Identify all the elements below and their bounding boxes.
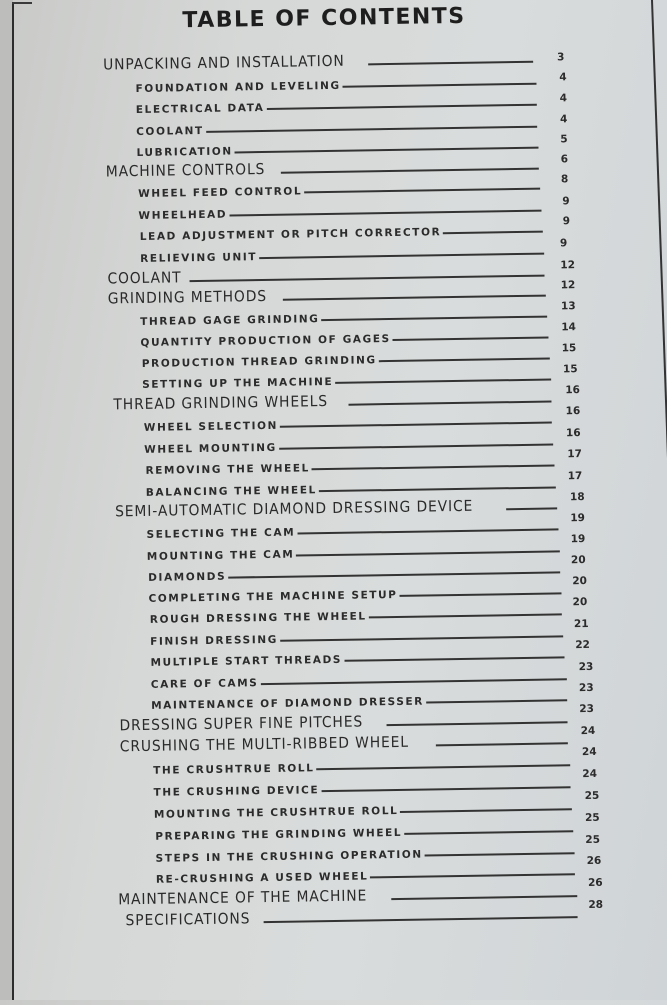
page-number: 23: [579, 702, 595, 716]
leader-line: [426, 698, 567, 703]
leader-line: [266, 103, 536, 110]
leader-line: [316, 763, 570, 770]
leader-line: [386, 720, 567, 726]
page-number: 12: [560, 259, 576, 272]
leader-line: [404, 829, 573, 835]
page-number: 15: [562, 363, 578, 376]
page-number: 19: [570, 511, 586, 525]
subsection-heading: RELIEVING UNIT: [140, 251, 258, 265]
leader-line: [368, 60, 533, 66]
page-number: 4: [559, 92, 568, 105]
leader-line: [319, 485, 556, 492]
subsection-heading: STEPS IN THE CRUSHING OPERATION: [155, 848, 423, 865]
leader-line: [349, 400, 552, 406]
section-heading: UNPACKING AND INSTALLATION: [102, 51, 345, 74]
leader-line: [321, 315, 547, 322]
leader-line: [436, 741, 568, 746]
subsection-heading: RE-CRUSHING A USED WHEEL: [155, 870, 369, 886]
page-number: 23: [578, 681, 594, 695]
subsection-heading: COMPLETING THE MACHINE SETUP: [148, 588, 398, 605]
page-number: 13: [560, 300, 576, 313]
page-number: 15: [561, 342, 577, 355]
page-number: 16: [565, 405, 581, 418]
page-number: 24: [582, 767, 598, 781]
page-number: 6: [560, 153, 569, 166]
section-heading: THREAD GRINDING WHEELS: [113, 392, 329, 414]
page-number: 4: [559, 71, 567, 84]
leader-line: [297, 527, 558, 534]
page-number: 25: [585, 833, 601, 847]
leader-line: [312, 463, 555, 470]
subsection-heading: SETTING UP THE MACHINE: [142, 375, 334, 391]
subsection-heading: FOUNDATION AND LEVELING: [135, 79, 341, 96]
leader-line: [280, 634, 563, 641]
leader-line: [393, 336, 549, 341]
subsection-heading: MULTIPLE START THREADS: [150, 653, 343, 669]
subsection-heading: CARE OF CAMS: [150, 677, 259, 691]
subsection-heading: THREAD GAGE GRINDING: [140, 313, 320, 328]
leader-line: [235, 146, 539, 154]
leader-line: [425, 851, 575, 856]
subsection-heading: REMOVING THE WHEEL: [145, 462, 311, 477]
page-number: 23: [578, 660, 594, 674]
page-title: TABLE OF CONTENTS: [182, 3, 466, 34]
leader-line: [296, 549, 560, 556]
subsection-heading: WHEEL SELECTION: [143, 419, 279, 434]
page-number: 24: [581, 745, 597, 759]
leader-line: [343, 82, 537, 88]
section-heading: SPECIFICATIONS: [125, 909, 251, 930]
page-number: 25: [584, 811, 600, 825]
leader-line: [391, 894, 577, 900]
leader-line: [260, 677, 566, 685]
leader-line: [304, 187, 540, 194]
subsection-heading: FINISH DRESSING: [150, 633, 279, 648]
subsection-heading: THE CRUSHTRUE ROLL: [153, 762, 315, 777]
leader-line: [370, 872, 575, 878]
leader-line: [279, 442, 553, 449]
leader-line: [369, 612, 562, 618]
leader-line: [344, 655, 565, 661]
subsection-heading: MOUNTING THE CAM: [146, 548, 295, 563]
subsection-heading: WHEELHEAD: [138, 208, 228, 222]
leader-line: [206, 125, 537, 133]
subsection-heading: LEAD ADJUSTMENT OR PITCH CORRECTOR: [139, 226, 442, 243]
section-heading: MAINTENANCE OF THE MACHINE: [118, 886, 368, 909]
leader-line: [335, 378, 551, 384]
subsection-heading: MAINTENANCE OF DIAMOND DRESSER: [151, 695, 425, 712]
page-number: 5: [560, 133, 568, 146]
page-number: 4: [559, 113, 568, 126]
subsection-heading: ELECTRICAL DATA: [135, 101, 265, 117]
subsection-heading: QUANTITY PRODUCTION OF GAGES: [140, 333, 391, 349]
page-number: 25: [584, 789, 600, 803]
page-number: 9: [559, 237, 568, 250]
leader-line: [263, 915, 577, 923]
page-number: 12: [560, 279, 576, 292]
page-number: 22: [575, 638, 591, 652]
subsection-heading: LUBRICATION: [136, 145, 233, 159]
section-heading: MACHINE CONTROLS: [105, 159, 266, 181]
page-number: 20: [570, 553, 586, 567]
page-number: 9: [562, 215, 571, 228]
subsection-heading: PREPARING THE GRINDING WHEEL: [155, 826, 403, 843]
subsection-heading: WHEEL MOUNTING: [144, 441, 277, 456]
page-number: 20: [572, 574, 588, 588]
page-number: 17: [567, 470, 583, 483]
subsection-heading: THE CRUSHING DEVICE: [153, 784, 320, 799]
leader-line: [400, 807, 572, 813]
subsection-heading: WHEEL FEED CONTROL: [138, 185, 303, 200]
page-number: 24: [580, 724, 596, 738]
leader-line: [229, 209, 541, 217]
page-number: 16: [565, 384, 581, 397]
leader-line: [506, 506, 557, 510]
page-number: 19: [570, 532, 586, 546]
page-number: 16: [565, 427, 581, 440]
leader-line: [379, 357, 550, 363]
section-heading: COOLANT: [107, 268, 182, 288]
subsection-heading: COOLANT: [136, 124, 204, 138]
section-heading: CRUSHING THE MULTI-RIBBED WHEEL: [119, 732, 410, 756]
page-number: 3: [556, 51, 565, 64]
leader-line: [228, 570, 560, 578]
subsection-heading: PRODUCTION THREAD GRINDING: [141, 354, 377, 370]
section-heading: SEMI-AUTOMATIC DIAMOND DRESSING DEVICE: [115, 496, 474, 521]
section-heading: GRINDING METHODS: [107, 286, 268, 308]
leader-line: [443, 230, 543, 235]
page-number: 17: [567, 448, 583, 461]
subsection-heading: ROUGH DRESSING THE WHEEL: [149, 610, 367, 626]
leader-line: [280, 421, 552, 428]
page-number: 21: [573, 617, 589, 631]
page-number: 9: [562, 195, 570, 208]
page-number: 26: [586, 854, 602, 868]
leader-line: [321, 785, 570, 792]
page-number: 26: [587, 876, 603, 889]
leader-line: [400, 591, 562, 597]
page-number: 18: [569, 491, 585, 504]
page-number: 14: [561, 321, 577, 334]
subsection-heading: BALANCING THE WHEEL: [145, 484, 317, 499]
subsection-heading: DIAMONDS: [148, 570, 227, 584]
leader-line: [281, 167, 539, 174]
section-heading: DRESSING SUPER FINE PITCHES: [119, 712, 364, 735]
leader-line: [259, 252, 544, 259]
page-number: 8: [560, 173, 569, 186]
leader-line: [283, 294, 546, 301]
subsection-heading: SELECTING THE CAM: [146, 526, 296, 541]
subsection-heading: MOUNTING THE CRUSHTRUE ROLL: [153, 804, 399, 821]
page-number: 20: [572, 595, 588, 609]
page-number: 28: [588, 898, 604, 911]
